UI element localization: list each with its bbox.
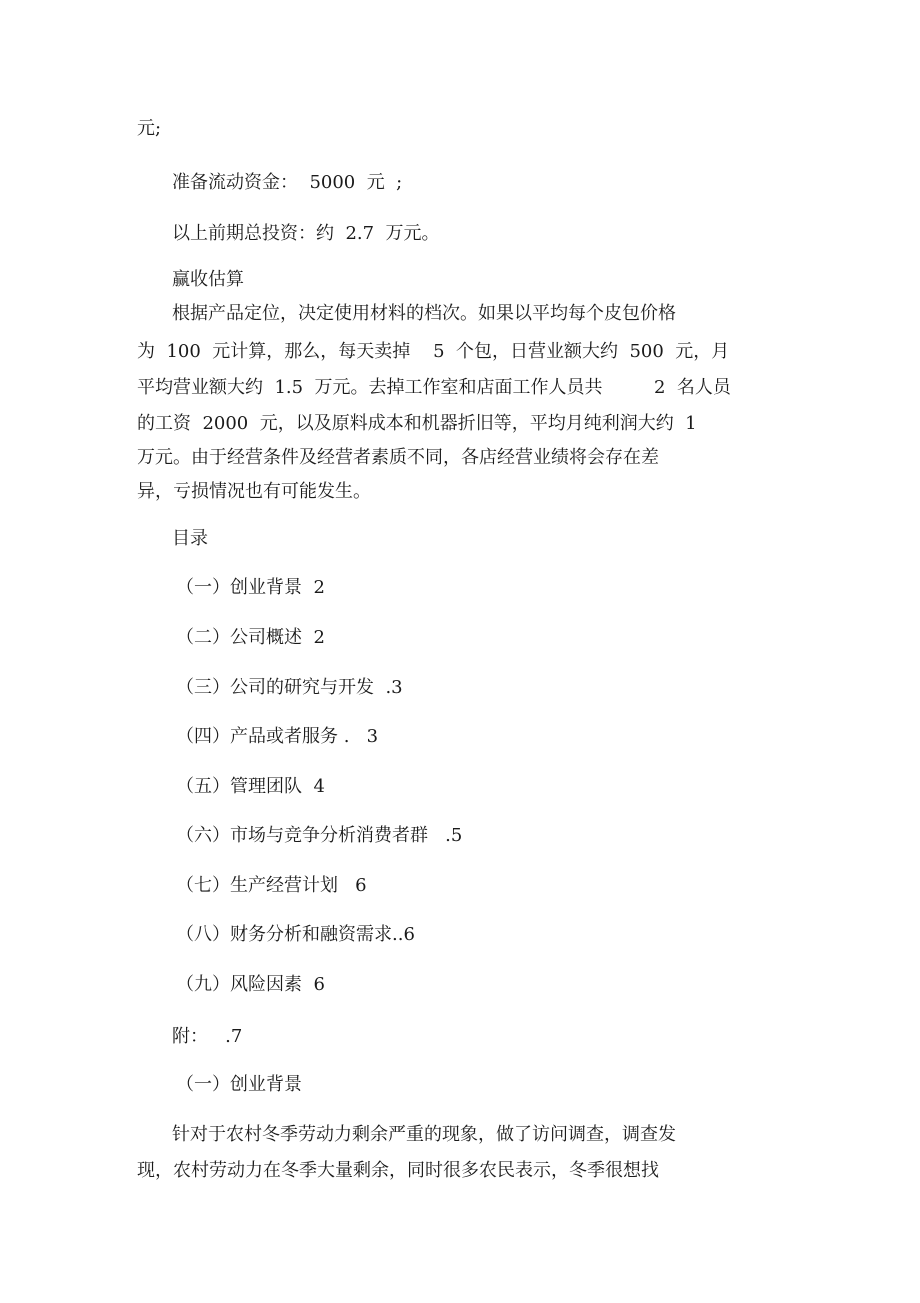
toc-item: （七）生产经营计划 6 [176,875,367,896]
toc-item: （四）产品或者服务 . 3 [176,726,379,747]
toc-item: （一）创业背景 2 [176,577,325,598]
toc-item: （六）市场与竞争分析消费者群 .5 [176,825,463,846]
section1-heading: （一）创业背景 [176,1074,302,1095]
text-fragment: 元; [137,118,162,139]
section-heading: 赢收估算 [172,269,244,290]
section1-line: 现，农村劳动力在冬季大量剩余，同时很多农民表示，冬季很想找 [137,1160,659,1181]
toc-item: （九）风险因素 6 [176,974,325,995]
paragraph-line: 异，亏损情况也有可能发生。 [137,481,371,502]
total-investment-line: 以上前期总投资：约 2.7 万元。 [172,223,440,244]
toc-item: （二）公司概述 2 [176,627,325,648]
appendix-line: 附： .7 [172,1026,243,1047]
paragraph-line: 根据产品定位，决定使用材料的档次。如果以平均每个皮包价格 [172,303,676,324]
paragraph-line: 万元。由于经营条件及经营者素质不同，各店经营业绩将会存在差 [137,447,659,468]
toc-title: 目录 [172,528,208,549]
funds-line: 准备流动资金： 5000 元 ; [172,172,403,193]
paragraph-line: 平均营业额大约 1.5 万元。去掉工作室和店面工作人员共 2 名人员 [137,377,731,398]
toc-item: （八）财务分析和融资需求..6 [176,924,415,945]
paragraph-line: 为 100 元计算，那么，每天卖掉 5 个包，日营业额大约 500 元，月 [137,341,730,362]
toc-item: （三）公司的研究与开发 .3 [176,677,403,698]
section1-line: 针对于农村冬季劳动力剩余严重的现象，做了访问调查，调查发 [172,1124,676,1145]
toc-item: （五）管理团队 4 [176,776,325,797]
paragraph-line: 的工资 2000 元，以及原料成本和机器折旧等，平均月纯利润大约 1 [137,413,697,434]
